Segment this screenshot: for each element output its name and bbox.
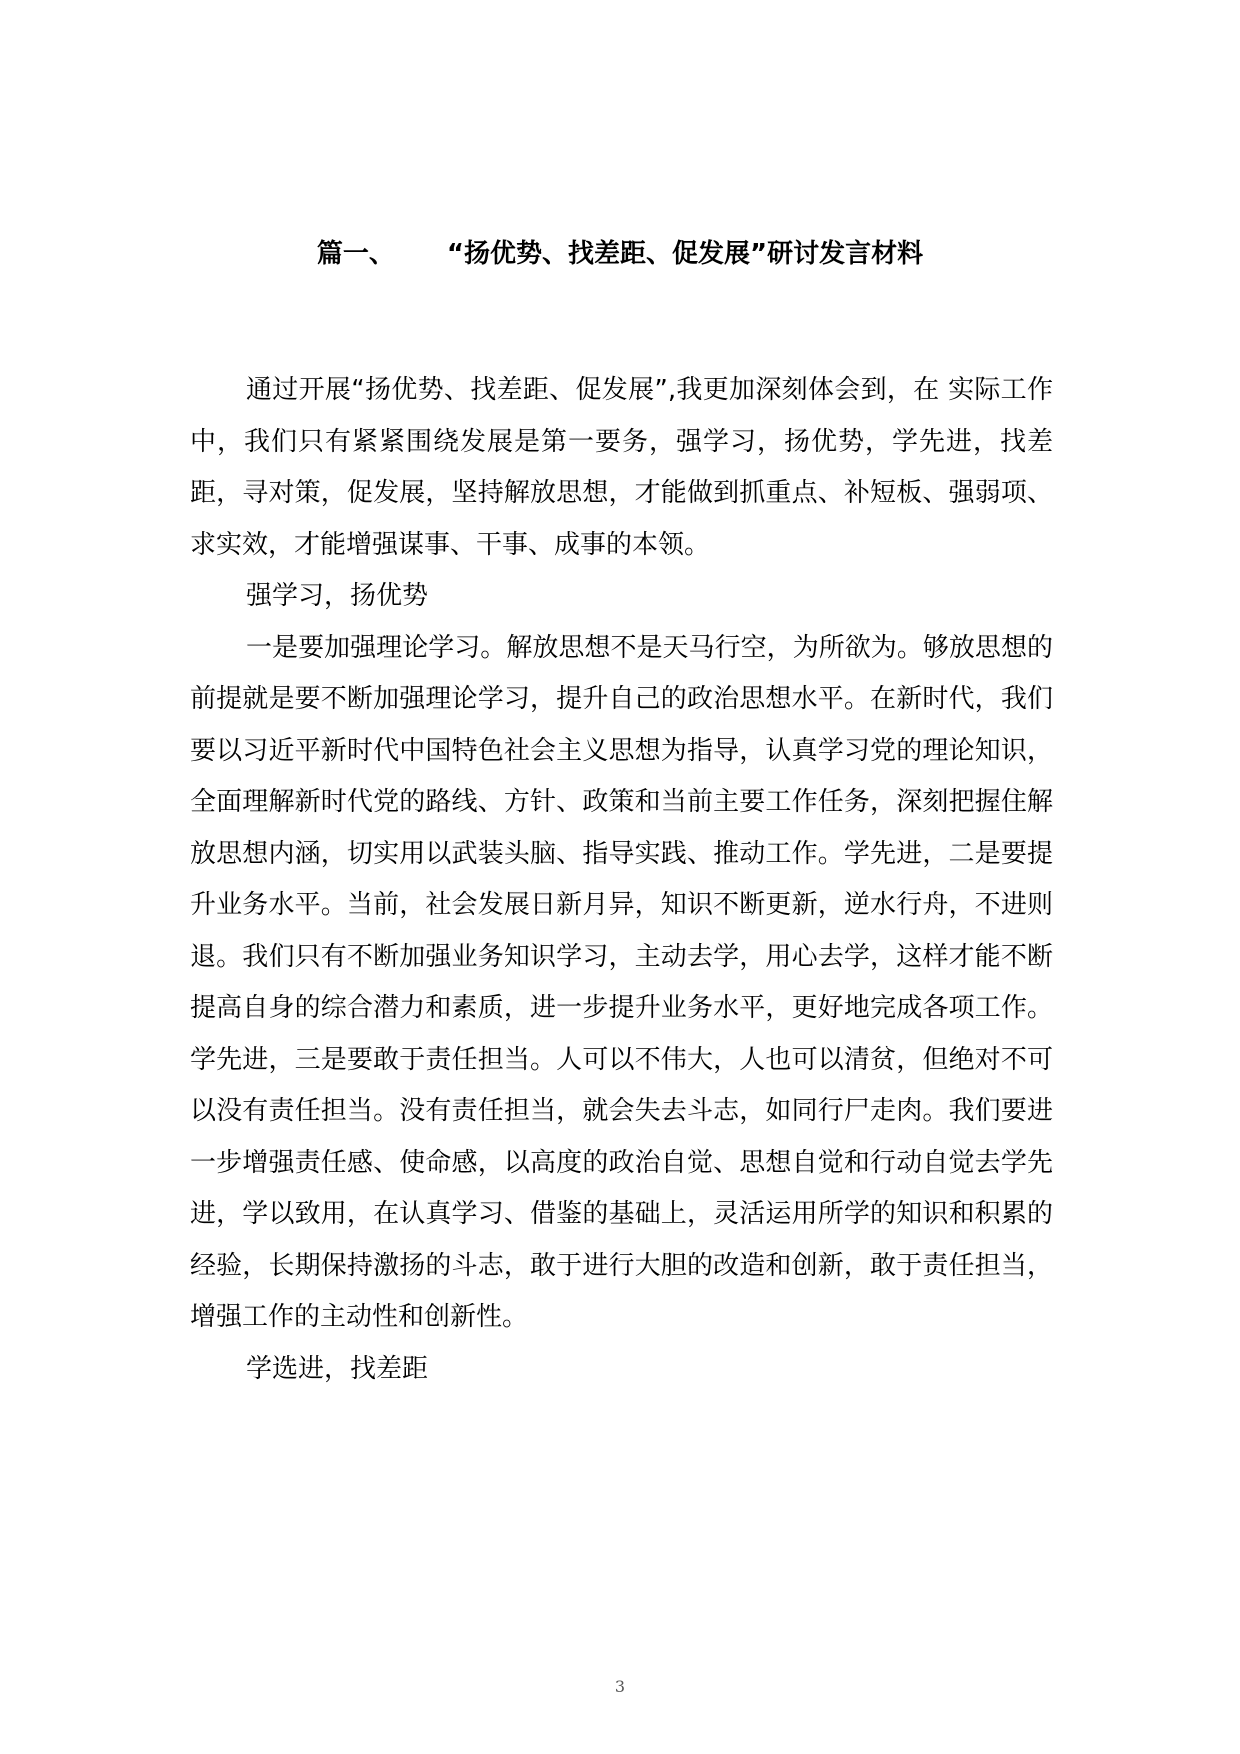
document-body bbox=[190, 365, 1053, 1395]
intro-paragraph: 通过开展“扬优势、找差距、促发展”,我更加深刻体会到，在 实际工作中，我们只有紧紧围绕发展是第一要务，强学习，扬优势，学先进，找差距，寻对策，促发展，坚持解放思想，才能做到抓重点、补短板、强弱项、求实效，才能增强谋事、干事、成事的本领。 bbox=[190, 375, 1053, 560]
title-main: “扬优势、找差距、促发展”研讨发言材料 bbox=[446, 239, 924, 269]
body-paragraph: 一是要加强理论学习。解放思想不是天马行空，为所欲为。够放思想的前提就是要不断加强理论学习，提升自己的政治思想水平。在新时代，我们要以习近平新时代中国特色社会主义思想为指导，认真学习党的理论知识，全面理解新时代党的路线、方针、政策和当前主要工作任务，深刻把握住解放思想内涵，切实用以武装头脑、指导实践、推动工作。学先进，二是要提升业务水平。当前，社会发展日新月异，知识不断更新，逆水行舟，不进则退。我们只有不断加强业务知识学习，主动去学，用心去学，这样才能不断提高自身的综合潜力和素质，进一步提升业务水平，更好地完成各项工作。学先进，三是要敢于责任担当。人可以不伟大，人也可以清贫，但绝对不可以没有责任担当。没有责任担当，就会失去斗志，如同行尸走肉。我们要进一步增强责任感、使命感，以高度的政治自觉、思想自觉和行动自觉去学先进，学以致用，在认真学习、借鉴的基础上，灵活运用所学的知识和积累的经验，长期保持激扬的斗志，敢于进行大胆的改造和创新，敢于责任担当，增强工作的主动性和创新性。 bbox=[190, 632, 1053, 1332]
section-heading-learn-advanced: 学选进，找差距 bbox=[246, 1353, 429, 1384]
document-title bbox=[190, 236, 1050, 272]
page-number: 3 bbox=[614, 1677, 626, 1696]
section-heading-strengthen-learning: 强学习，扬优势 bbox=[246, 581, 429, 611]
title-prefix: 篇一、 bbox=[316, 239, 395, 269]
